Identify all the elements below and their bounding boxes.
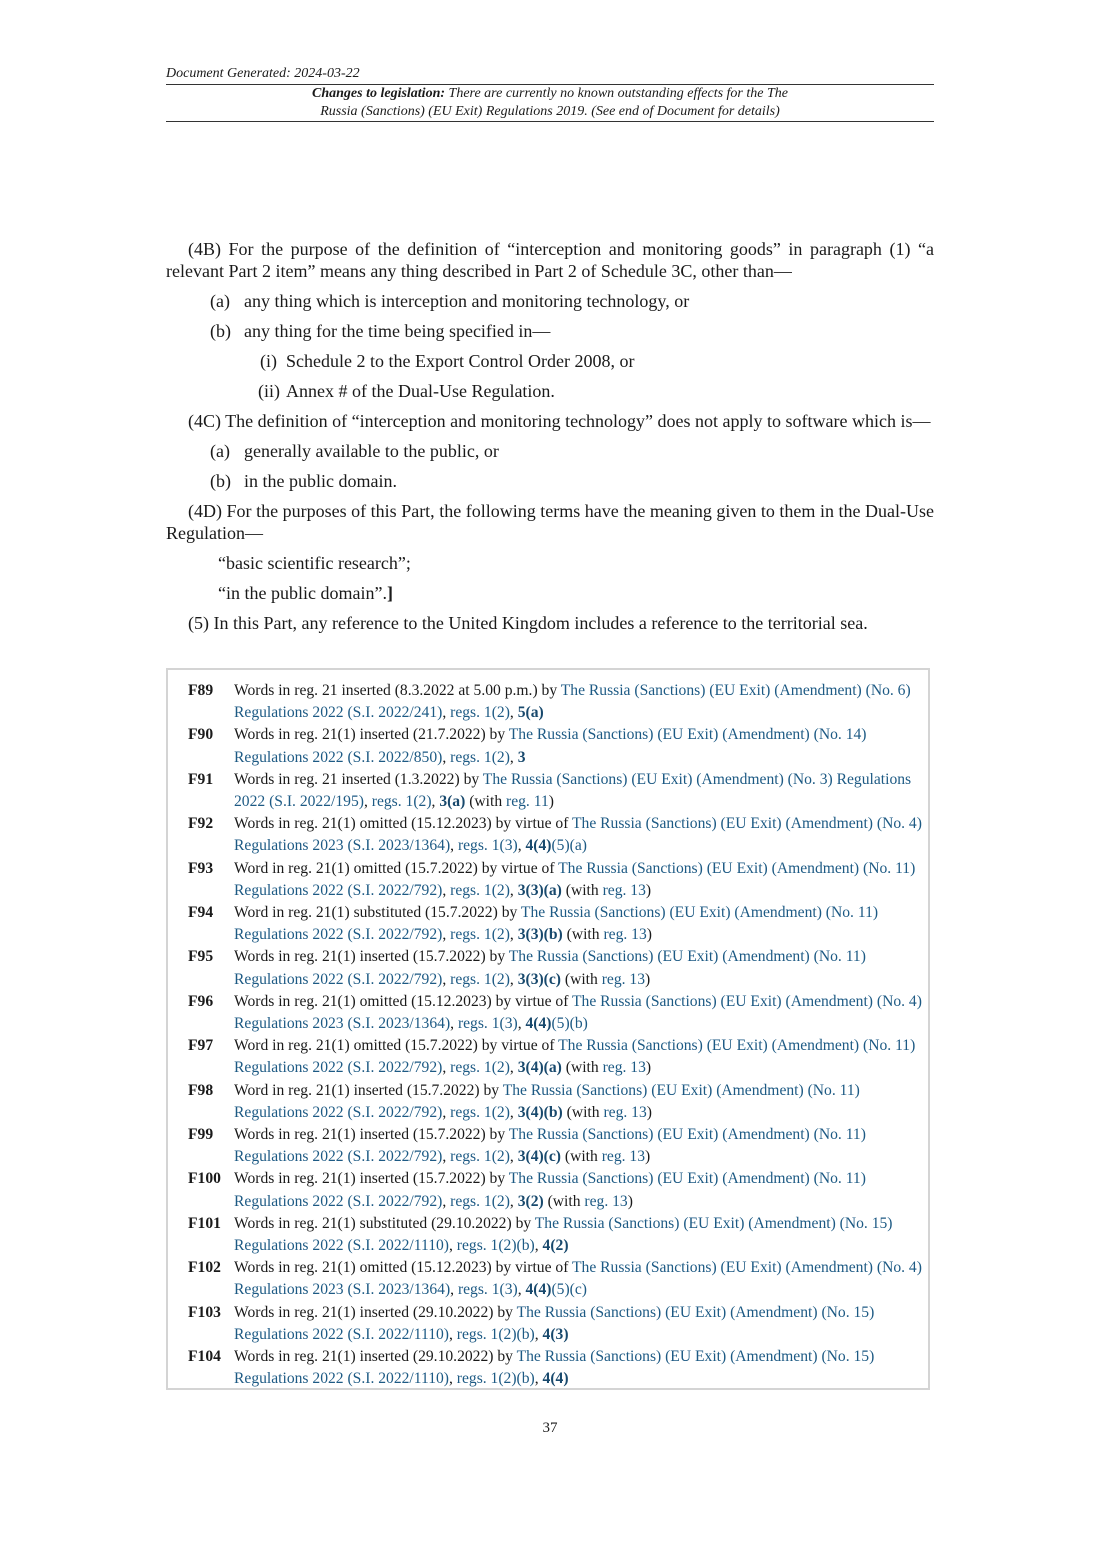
regs-link[interactable]: regs. 1(2) (450, 704, 510, 722)
footnote-id: F100 (188, 1170, 221, 1188)
item-label: (a) (210, 291, 230, 311)
regulation-body (166, 238, 934, 634)
provision-link[interactable]: 5(a) (517, 704, 544, 722)
with-open: (with (561, 1059, 603, 1077)
footnote-f99 (188, 1124, 924, 1168)
regs-link[interactable]: regs. 1(3) (457, 837, 518, 855)
with-open: (with (561, 970, 602, 988)
footnote-id: F92 (188, 815, 214, 833)
footnote-description: Words in reg. 21(1) inserted (15.7.2022) by (234, 948, 509, 966)
regs-link[interactable]: regs. 1(2) (450, 1103, 510, 1121)
footnote-text: Word in reg. 21(1) omitted (15.7.2022) by virtue of The Russia (Sanctions) (EU Exit) (Amendment) (No. 11) Regulations 2022 (S.I. 2022/792), regs. 1(2), 3(3)(a) (with reg. 13) (234, 859, 916, 899)
footnote-f89 (188, 680, 924, 724)
paragraph-4b-b (166, 320, 934, 342)
footnote-text: Words in reg. 21(1) inserted (29.10.2022) by The Russia (Sanctions) (EU Exit) (Amendment) (No. 15) Regulations 2022 (S.I. 2022/1110), regs. 1(2)(b), 4(4) (234, 1348, 875, 1388)
with-close: ) (646, 926, 652, 944)
with-close: ) (627, 1192, 633, 1210)
instrument-link[interactable]: The Russia (Sanctions) (EU Exit) (Amendment) (No. 15) Regulations 2022 (S.I. 2022/1110) (234, 1303, 875, 1343)
footnote-text: Word in reg. 21(1) omitted (15.7.2022) by virtue of The Russia (Sanctions) (EU Exit) (Amendment) (No. 11) Regulations 2022 (S.I. 2022/792), regs. 1(2), 3(4)(a) (with reg. 13) (234, 1037, 916, 1077)
footnote-description: Word in reg. 21(1) omitted (15.7.2022) by virtue of (234, 1037, 559, 1055)
instrument-link[interactable]: The Russia (Sanctions) (EU Exit) (Amendment) (No. 4) Regulations 2023 (S.I. 2023/1364) (234, 815, 922, 855)
footnote-id: F102 (188, 1259, 221, 1277)
with-reg-link[interactable]: reg. 13 (584, 1192, 628, 1210)
footnote-text: Words in reg. 21(1) substituted (29.10.2022) by The Russia (Sanctions) (EU Exit) (Amendment) (No. 15) Regulations 2022 (S.I. 2022/1110), regs. 1(2)(b), 4(2) (234, 1214, 893, 1255)
footnote-text: Words in reg. 21(1) inserted (15.7.2022) by The Russia (Sanctions) (EU Exit) (Amendment) (No. 11) Regulations 2022 (S.I. 2022/792), regs. 1(2), 3(3)(c) (with reg. 13) (234, 948, 866, 988)
footnote-description: Words in reg. 21(1) inserted (15.7.2022) by (234, 1170, 509, 1188)
changes-to-legislation-notice (166, 85, 934, 121)
item-label: (a) (210, 441, 230, 461)
provision-subpara-link[interactable]: (5)(c) (551, 1281, 587, 1299)
regs-link[interactable]: regs. 1(2)(b) (456, 1237, 535, 1255)
paragraph-4c-b (166, 470, 934, 492)
footnote-description: Words in reg. 21(1) inserted (29.10.2022) by (234, 1348, 517, 1366)
regs-link[interactable]: regs. 1(2) (450, 881, 510, 899)
footnote-f102 (188, 1257, 924, 1301)
footnote-id: F95 (188, 948, 214, 966)
footnote-f92 (188, 813, 924, 857)
footnote-f95 (188, 946, 924, 990)
footnotes-box (166, 668, 930, 1390)
footnote-f98 (188, 1080, 924, 1124)
footnote-description: Words in reg. 21 inserted (8.3.2022 at 5.00 p.m.) by (234, 682, 561, 699)
footnote-id: F104 (188, 1348, 221, 1366)
footnote-text: Words in reg. 21 inserted (1.3.2022) by The Russia (Sanctions) (EU Exit) (Amendment) (No. 3) Regulations 2022 (S.I. 2022/195), regs. 1(2), 3(a) (with reg. 11) (234, 770, 912, 811)
with-close: ) (645, 881, 652, 899)
instrument-link[interactable]: The Russia (Sanctions) (EU Exit) (Amendment) (No. 4) Regulations 2023 (S.I. 2023/1364) (234, 1259, 922, 1299)
with-close: ) (646, 1103, 652, 1121)
item-text: Annex # of the Dual-Use Regulation. (286, 381, 555, 401)
footnote-text: Word in reg. 21(1) substituted (15.7.2022) by The Russia (Sanctions) (EU Exit) (Amendment) (No. 11) Regulations 2022 (S.I. 2022/792), regs. 1(2), 3(3)(b) (with reg. 13) (234, 904, 879, 944)
item-text: in the public domain. (244, 471, 397, 491)
footnote-description: Words in reg. 21(1) inserted (21.7.2022) by (234, 726, 509, 744)
with-close: ) (645, 1059, 652, 1077)
provision-link[interactable]: 3(2) (517, 1192, 544, 1210)
footnote-text: Words in reg. 21(1) inserted (15.7.2022) by The Russia (Sanctions) (EU Exit) (Amendment) (No. 11) Regulations 2022 (S.I. 2022/792), regs. 1(2), 3(2) (with reg. 13) (234, 1170, 866, 1210)
footnote-text: Words in reg. 21(1) omitted (15.12.2023) by virtue of The Russia (Sanctions) (EU Exit) (Amendment) (No. 4) Regulations 2023 (S.I. 2023/1364), regs. 1(3), 4(4)(5)(c) (234, 1259, 922, 1299)
footnote-text: Words in reg. 21(1) omitted (15.12.2023) by virtue of The Russia (Sanctions) (EU Exit) (Amendment) (No. 4) Regulations 2023 (S.I. 2023/1364), regs. 1(3), 4(4)(5)(b) (234, 992, 922, 1033)
instrument-link[interactable]: The Russia (Sanctions) (EU Exit) (Amendment) (No. 15) Regulations 2022 (S.I. 2022/1110) (234, 1348, 875, 1388)
provision-link[interactable]: 3 (517, 748, 526, 766)
provision-link[interactable]: 3(3)(a) (517, 881, 562, 899)
regs-link[interactable]: regs. 1(2) (450, 926, 510, 944)
with-open: (with (543, 1192, 585, 1210)
regs-link[interactable]: regs. 1(2) (450, 1192, 510, 1210)
with-reg-link[interactable]: reg. 13 (603, 1103, 647, 1121)
item-text: any thing which is interception and monitoring technology, or (244, 291, 690, 311)
footnote-id: F94 (188, 904, 214, 922)
paragraph-5: (5) In this Part, any reference to the United Kingdom includes a reference to the territorial sea. (188, 613, 868, 633)
instrument-link[interactable]: The Russia (Sanctions) (EU Exit) (Amendment) (No. 11) Regulations 2022 (S.I. 2022/792) (234, 904, 879, 944)
instrument-link[interactable]: The Russia (Sanctions) (EU Exit) (Amendment) (No. 14) Regulations 2022 (S.I. 2022/850) (234, 726, 867, 766)
regs-link[interactable]: regs. 1(2) (450, 970, 510, 988)
regs-link[interactable]: regs. 1(2) (450, 1148, 510, 1166)
provision-link[interactable]: 3(a) (439, 793, 466, 811)
item-text: any thing for the time being specified in— (244, 321, 551, 341)
paragraph-4c-a (166, 440, 934, 462)
footnote-f93 (188, 858, 924, 902)
footnote-id: F103 (188, 1303, 221, 1321)
footnote-text: Words in reg. 21(1) inserted (21.7.2022) by The Russia (Sanctions) (EU Exit) (Amendment) (No. 14) Regulations 2022 (S.I. 2022/850), regs. 1(2), 3 (234, 726, 867, 766)
with-open: (with (562, 1103, 604, 1121)
provision-link[interactable]: 4(3) (542, 1325, 569, 1343)
item-label: (b) (210, 471, 231, 491)
provision-link[interactable]: 4(4) (542, 1370, 569, 1388)
footnote-description: Words in reg. 21(1) substituted (29.10.2022) by (234, 1214, 535, 1232)
definition-basic-scientific-research: “basic scientific research”; (218, 553, 411, 573)
with-reg-link[interactable]: reg. 13 (602, 1059, 646, 1077)
regs-link[interactable]: regs. 1(2) (371, 793, 432, 811)
footnote-description: Word in reg. 21(1) substituted (15.7.2022) by (234, 904, 521, 922)
instrument-link[interactable]: The Russia (Sanctions) (EU Exit) (Amendment) (No. 11) Regulations 2022 (S.I. 2022/792) (234, 859, 916, 899)
instrument-link[interactable]: The Russia (Sanctions) (EU Exit) (Amendment) (No. 11) Regulations 2022 (S.I. 2022/792) (234, 1170, 866, 1210)
changes-text-line2: Russia (Sanctions) (EU Exit) Regulations 2019. (See end of Document for details) (320, 104, 780, 119)
item-text: Schedule 2 to the Export Control Order 2008, or (286, 351, 635, 371)
footnote-description: Word in reg. 21(1) inserted (15.7.2022) by (234, 1081, 503, 1099)
footnote-f91 (188, 769, 924, 813)
footnote-id: F91 (188, 770, 214, 788)
footnote-f96 (188, 991, 924, 1035)
with-open: (with (465, 793, 507, 811)
regs-link[interactable]: regs. 1(3) (457, 1015, 518, 1033)
footnote-f101 (188, 1213, 924, 1257)
definition-public-domain (166, 582, 934, 604)
footnote-description: Words in reg. 21(1) inserted (15.7.2022) by (234, 1126, 509, 1144)
item-label: (i) (260, 351, 277, 371)
regs-link[interactable]: regs. 1(2) (450, 748, 510, 766)
footnote-description: Words in reg. 21(1) omitted (15.12.2023) by virtue of (234, 992, 572, 1010)
footnote-id: F101 (188, 1214, 221, 1232)
footnote-text: Words in reg. 21(1) inserted (15.7.2022) by The Russia (Sanctions) (EU Exit) (Amendment) (No. 11) Regulations 2022 (S.I. 2022/792), regs. 1(2), 3(4)(c) (with reg. 13) (234, 1126, 866, 1166)
amendment-bracket: ] (386, 583, 393, 603)
instrument-link[interactable]: The Russia (Sanctions) (EU Exit) (Amendment) (No. 6) Regulations 2022 (S.I. 2022/241) (234, 682, 911, 722)
with-reg-link[interactable]: reg. 13 (602, 881, 646, 899)
with-open: (with (561, 881, 603, 899)
footnote-id: F96 (188, 992, 214, 1010)
page-number: 37 (542, 1420, 558, 1436)
footnote-f94 (188, 902, 924, 946)
footnote-id: F93 (188, 859, 214, 877)
footnote-f100 (188, 1168, 924, 1212)
footnote-f97 (188, 1035, 924, 1079)
paragraph-4b-b-i (166, 350, 934, 372)
footnotes-list (188, 680, 924, 1391)
provision-subpara-link[interactable]: (5)(b) (551, 1015, 588, 1033)
changes-text-line1: There are currently no known outstanding effects for the The (448, 86, 788, 101)
footnote-description: Words in reg. 21(1) omitted (15.12.2023) by virtue of (234, 815, 572, 833)
provision-link[interactable]: 3(4)(b) (517, 1103, 563, 1121)
item-label: (b) (210, 321, 231, 341)
regs-link[interactable]: regs. 1(3) (457, 1281, 518, 1299)
instrument-link[interactable]: The Russia (Sanctions) (EU Exit) (Amendment) (No. 4) Regulations 2023 (S.I. 2023/1364) (234, 992, 922, 1033)
provision-subpara-link[interactable]: (5)(a) (551, 837, 587, 855)
paragraph-4b: (4B) For the purpose of the definition of “interception and monitoring goods” in paragraph (1) “a relevant Part 2 item” means any thing described in Part 2 of Schedule 3C, other than— (166, 239, 934, 281)
with-open: (with (561, 1148, 602, 1166)
footnote-text: Words in reg. 21(1) omitted (15.12.2023) by virtue of The Russia (Sanctions) (EU Exit) (Amendment) (No. 4) Regulations 2023 (S.I. 2023/1364), regs. 1(3), 4(4)(5)(a) (234, 815, 922, 855)
paragraph-4c: (4C) The definition of “interception and monitoring technology” does not apply to software which is— (188, 411, 931, 431)
provision-link[interactable]: 4(2) (542, 1237, 569, 1255)
with-close: ) (645, 1148, 651, 1166)
regs-link[interactable]: regs. 1(2)(b) (456, 1370, 535, 1388)
provision-link[interactable]: 4(4) (525, 1015, 552, 1033)
footnote-id: F99 (188, 1126, 214, 1144)
footnote-description: Words in reg. 21 inserted (1.3.2022) by (234, 770, 483, 788)
paragraph-4b-a (166, 290, 934, 312)
provision-link[interactable]: 3(3)(b) (517, 926, 563, 944)
footnote-id: F97 (188, 1037, 214, 1055)
footnote-id: F89 (188, 682, 214, 699)
with-reg-link[interactable]: reg. 13 (601, 970, 646, 988)
instrument-link[interactable]: The Russia (Sanctions) (EU Exit) (Amendment) (No. 11) Regulations 2022 (S.I. 2022/792) (234, 948, 866, 988)
with-close: ) (645, 970, 651, 988)
footnote-id: F98 (188, 1081, 214, 1099)
definition-text: “in the public domain”. (218, 583, 387, 603)
footnote-f103 (188, 1302, 924, 1346)
provision-link[interactable]: 3(4)(c) (517, 1148, 561, 1166)
footnote-text: Words in reg. 21 inserted (8.3.2022 at 5.00 p.m.) by The Russia (Sanctions) (EU Exit) (Amendment) (No. 6) Regulations 2022 (S.I. 2022/241), regs. 1(2), 5(a) (234, 682, 911, 722)
paragraph-4d: (4D) For the purposes of this Part, the following terms have the meaning given to them in the Dual-Use Regulation— (166, 501, 934, 543)
regs-link[interactable]: regs. 1(2)(b) (456, 1325, 535, 1343)
footnote-description: Word in reg. 21(1) omitted (15.7.2022) by virtue of (234, 859, 559, 877)
header-rule-bottom (166, 121, 934, 122)
instrument-link[interactable]: The Russia (Sanctions) (EU Exit) (Amendment) (No. 11) Regulations 2022 (S.I. 2022/792) (234, 1037, 916, 1077)
regs-link[interactable]: regs. 1(2) (450, 1059, 510, 1077)
footnote-description: Words in reg. 21(1) omitted (15.12.2023) by virtue of (234, 1259, 572, 1277)
document-generated-date: Document Generated: 2024-03-22 (166, 66, 360, 81)
with-close: ) (548, 793, 554, 811)
item-text: generally available to the public, or (244, 441, 499, 461)
provision-link[interactable]: 3(3)(c) (517, 970, 561, 988)
footnote-f104 (188, 1346, 924, 1390)
provision-link[interactable]: 4(4) (525, 837, 552, 855)
with-reg-link[interactable]: reg. 13 (601, 1148, 646, 1166)
instrument-link[interactable]: The Russia (Sanctions) (EU Exit) (Amendment) (No. 11) Regulations 2022 (S.I. 2022/792) (234, 1081, 860, 1121)
footnote-description: Words in reg. 21(1) inserted (29.10.2022) by (234, 1303, 517, 1321)
instrument-link[interactable]: The Russia (Sanctions) (EU Exit) (Amendment) (No. 15) Regulations 2022 (S.I. 2022/1110) (234, 1214, 893, 1255)
instrument-link[interactable]: The Russia (Sanctions) (EU Exit) (Amendment) (No. 11) Regulations 2022 (S.I. 2022/792) (234, 1126, 866, 1166)
footnote-text: Word in reg. 21(1) inserted (15.7.2022) by The Russia (Sanctions) (EU Exit) (Amendment) (No. 11) Regulations 2022 (S.I. 2022/792), regs. 1(2), 3(4)(b) (with reg. 13) (234, 1081, 860, 1121)
item-label: (ii) (258, 381, 280, 401)
changes-label: Changes to legislation: (312, 86, 446, 101)
footnote-f90 (188, 724, 924, 768)
instrument-link[interactable]: The Russia (Sanctions) (EU Exit) (Amendment) (No. 3) Regulations 2022 (S.I. 2022/195) (234, 770, 912, 811)
with-reg-link[interactable]: reg. 11 (506, 793, 549, 811)
footnote-text: Words in reg. 21(1) inserted (29.10.2022) by The Russia (Sanctions) (EU Exit) (Amendment) (No. 15) Regulations 2022 (S.I. 2022/1110), regs. 1(2)(b), 4(3) (234, 1303, 875, 1343)
provision-link[interactable]: 4(4) (525, 1281, 552, 1299)
footnote-id: F90 (188, 726, 214, 744)
with-open: (with (562, 926, 604, 944)
provision-link[interactable]: 3(4)(a) (517, 1059, 562, 1077)
paragraph-4b-b-ii (166, 380, 934, 402)
with-reg-link[interactable]: reg. 13 (603, 926, 647, 944)
